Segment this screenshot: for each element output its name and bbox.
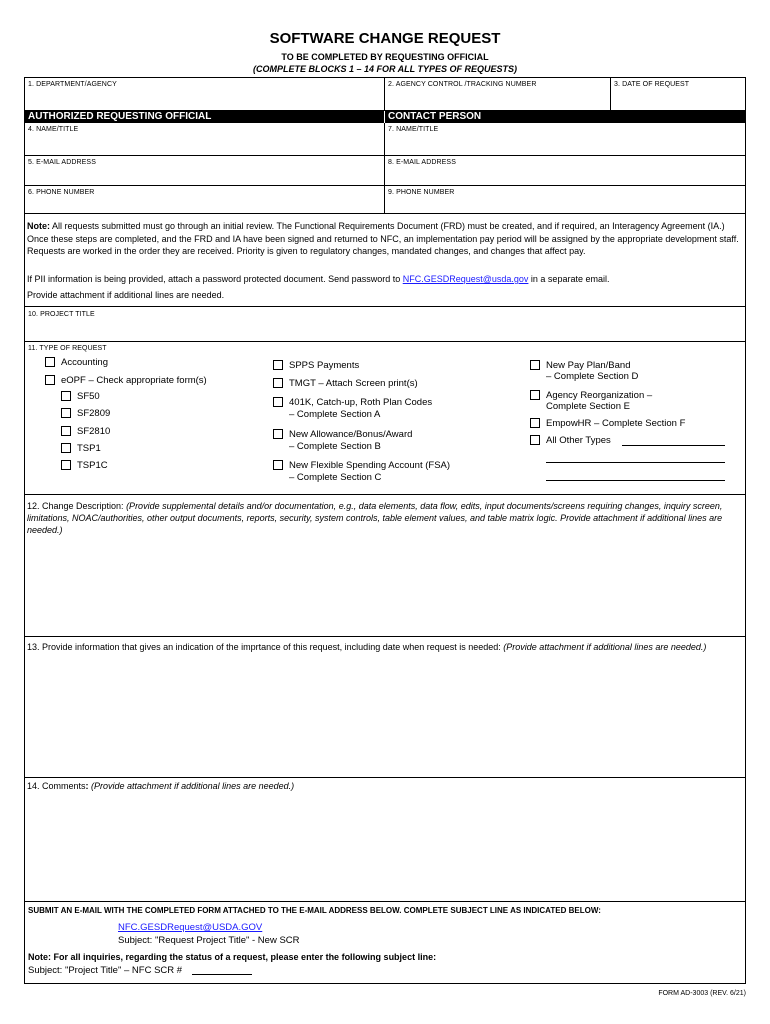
requesting-official-header: AUTHORIZED REQUESTING OFFICIAL (25, 111, 384, 123)
comments-instructions: (Provide attachment if additional lines are needed.) (91, 781, 295, 791)
tsp1-label: TSP1 (77, 443, 101, 454)
tmgt-checkbox[interactable] (273, 378, 283, 388)
pii-email-link[interactable]: NFC.GESDRequest@usda.gov (402, 274, 529, 284)
eopf-label: eOPF – Check appropriate form(s) (61, 375, 207, 386)
empowhr-label: EmpowHR – Complete Section F (546, 418, 686, 429)
tmgt-label: TMGT – Attach Screen print(s) (289, 378, 418, 389)
scr-number-input[interactable] (193, 962, 251, 973)
submit-instruction: SUBMIT AN E-MAIL WITH THE COMPLETED FORM ATTACHED TO THE E-MAIL ADDRESS BELOW. COMPLETE SUBJECT LINE AS INDICATED BELOW: (28, 906, 601, 915)
sf2809-checkbox[interactable] (61, 408, 71, 418)
form-id: FORM AD-3003 (REV. 6/21) (658, 990, 746, 997)
pii-text: If PII information is being provided, attach a password protected document. Send password to (27, 274, 403, 284)
contact-name-input[interactable] (388, 138, 740, 152)
other-types-checkbox[interactable] (530, 435, 540, 445)
sf2809-label: SF2809 (77, 408, 111, 419)
spps-checkbox[interactable] (273, 360, 283, 370)
other-types-label: All Other Types (546, 435, 611, 446)
control-number-label: 2. AGENCY CONTROL /TRACKING NUMBER (388, 81, 537, 88)
contact-phone-input[interactable] (388, 199, 740, 211)
importance-title: 13. Provide information that gives an indication of the imprtance of this request, including date when request is needed: (27, 642, 504, 652)
submit-subject: Subject: "Request Project Title" - New SCR (118, 935, 300, 946)
fsa-checkbox[interactable] (273, 460, 283, 470)
attachment-note: Provide attachment if additional lines are needed. (27, 290, 225, 300)
note-text: All requests submitted must go through an initial review. The Functional Requirements Document (FRD) must be created, and if required, an Interagency Agreement (IA.) Once these steps are completed, and the FRD and IA have been signed and returned to NFC, an implementation pay period will be assigned by the appropriate development staff. Requests are worked in the order they are received. Priority is given to regulatory changes, mandated changes, and changes that affect pay. (27, 221, 739, 256)
contact-phone-label: 9. PHONE NUMBER (388, 189, 455, 196)
inquiry-subject: Subject: "Project Title" – NFC SCR # (28, 965, 183, 976)
contact-email-label: 8. E-MAIL ADDRESS (388, 159, 456, 166)
tsp1c-label: TSP1C (77, 460, 108, 471)
pii-text-end: in a separate email. (528, 274, 610, 284)
contact-person-header: CONTACT PERSON (385, 111, 745, 123)
date-input[interactable] (614, 92, 740, 106)
divider (24, 185, 746, 186)
form-title: SOFTWARE CHANGE REQUEST (269, 30, 501, 47)
project-title-input[interactable] (28, 322, 740, 338)
change-description-label (27, 500, 743, 536)
reorganization-checkbox[interactable] (530, 390, 540, 400)
date-label: 3. DATE OF REQUEST (614, 81, 690, 88)
control-number-input[interactable] (388, 92, 604, 106)
change-description-instructions: (Provide supplemental details and/or documentation, e.g., data elements, data flow, edits, input documents/screens requiring changes, inquiry screen, limitations, NOAC/authorities, other output documents, reports, security, system controls, table element values, and table matrix logic. Provide attachment if additional lines are needed.) (27, 501, 723, 535)
inquiry-note: Note: For all inquiries, regarding the status of a request, please enter the following subject line: (28, 952, 437, 962)
divider (24, 213, 746, 214)
request-type-label: 11. TYPE OF REQUEST (28, 345, 107, 352)
comments-title: 14. Comments (27, 781, 86, 791)
importance-instructions: (Provide attachment if additional lines are needed.) (503, 642, 707, 652)
sf50-label: SF50 (77, 391, 100, 402)
contact-email-input[interactable] (388, 170, 740, 184)
fsa-label: New Flexible Spending Account (FSA) (289, 460, 451, 471)
pay-plan-checkbox[interactable] (530, 360, 540, 370)
401k-checkbox[interactable] (273, 397, 283, 407)
reorganization-label: Agency Reorganization – (546, 390, 653, 401)
requester-email-label: 5. E-MAIL ADDRESS (28, 159, 96, 166)
contact-name-label: 7. NAME/TITLE (388, 126, 439, 133)
pay-plan-section-label: – Complete Section D (546, 371, 639, 382)
department-label: 1. DEPARTMENT/AGENCY (28, 81, 117, 88)
allowance-checkbox[interactable] (273, 429, 283, 439)
other-types-line (622, 445, 725, 446)
department-input[interactable] (28, 92, 378, 106)
tsp1c-checkbox[interactable] (61, 460, 71, 470)
pay-plan-label: New Pay Plan/Band (546, 360, 631, 371)
requester-name-input[interactable] (28, 138, 378, 152)
other-types-line (546, 462, 725, 463)
review-note (27, 220, 743, 258)
sf2810-label: SF2810 (77, 426, 111, 437)
form-subtitle-blocks: (COMPLETE BLOCKS 1 – 14 FOR ALL TYPES OF REQUESTS) (252, 64, 518, 74)
note-label: Note: (27, 221, 50, 231)
importance-label (27, 641, 743, 653)
comments-colon: : (85, 781, 92, 791)
sf2810-checkbox[interactable] (61, 426, 71, 436)
divider (24, 494, 746, 495)
importance-input[interactable] (28, 670, 740, 772)
requester-phone-input[interactable] (28, 199, 378, 211)
401k-label: 401K, Catch-up, Roth Plan Codes (289, 397, 433, 408)
divider (610, 77, 611, 110)
requester-phone-label: 6. PHONE NUMBER (28, 189, 95, 196)
pii-note (27, 273, 743, 286)
comments-input[interactable] (28, 796, 740, 896)
divider (24, 901, 746, 902)
empowhr-checkbox[interactable] (530, 418, 540, 428)
allowance-label: New Allowance/Bonus/Award (289, 429, 413, 440)
spps-label: SPPS Payments (289, 360, 360, 371)
401k-section-label: – Complete Section A (289, 409, 381, 420)
reorganization-section-label: Complete Section E (546, 401, 630, 412)
requester-name-label: 4. NAME/TITLE (28, 126, 79, 133)
change-description-title: 12. Change Description: (27, 501, 127, 511)
comments-label (27, 780, 743, 792)
allowance-section-label: – Complete Section B (289, 441, 381, 452)
sf50-checkbox[interactable] (61, 391, 71, 401)
divider (384, 123, 385, 213)
requester-email-input[interactable] (28, 170, 378, 184)
scr-number-line (192, 974, 252, 975)
other-types-input[interactable] (623, 433, 724, 444)
fsa-section-label: – Complete Section C (289, 472, 382, 483)
accounting-checkbox[interactable] (45, 357, 55, 367)
eopf-checkbox[interactable] (45, 375, 55, 385)
divider (24, 341, 746, 342)
tsp1-checkbox[interactable] (61, 443, 71, 453)
divider (384, 77, 385, 110)
accounting-label: Accounting (61, 357, 109, 368)
project-title-label: 10. PROJECT TITLE (28, 311, 95, 318)
divider (24, 306, 746, 307)
divider (24, 155, 746, 156)
other-types-line (546, 480, 725, 481)
divider (24, 777, 746, 778)
divider (24, 636, 746, 637)
change-description-input[interactable] (28, 540, 740, 632)
submit-email-link[interactable]: NFC.GESDRequest@USDA.GOV (118, 922, 263, 933)
form-subtitle: TO BE COMPLETED BY REQUESTING OFFICIAL (281, 52, 489, 62)
